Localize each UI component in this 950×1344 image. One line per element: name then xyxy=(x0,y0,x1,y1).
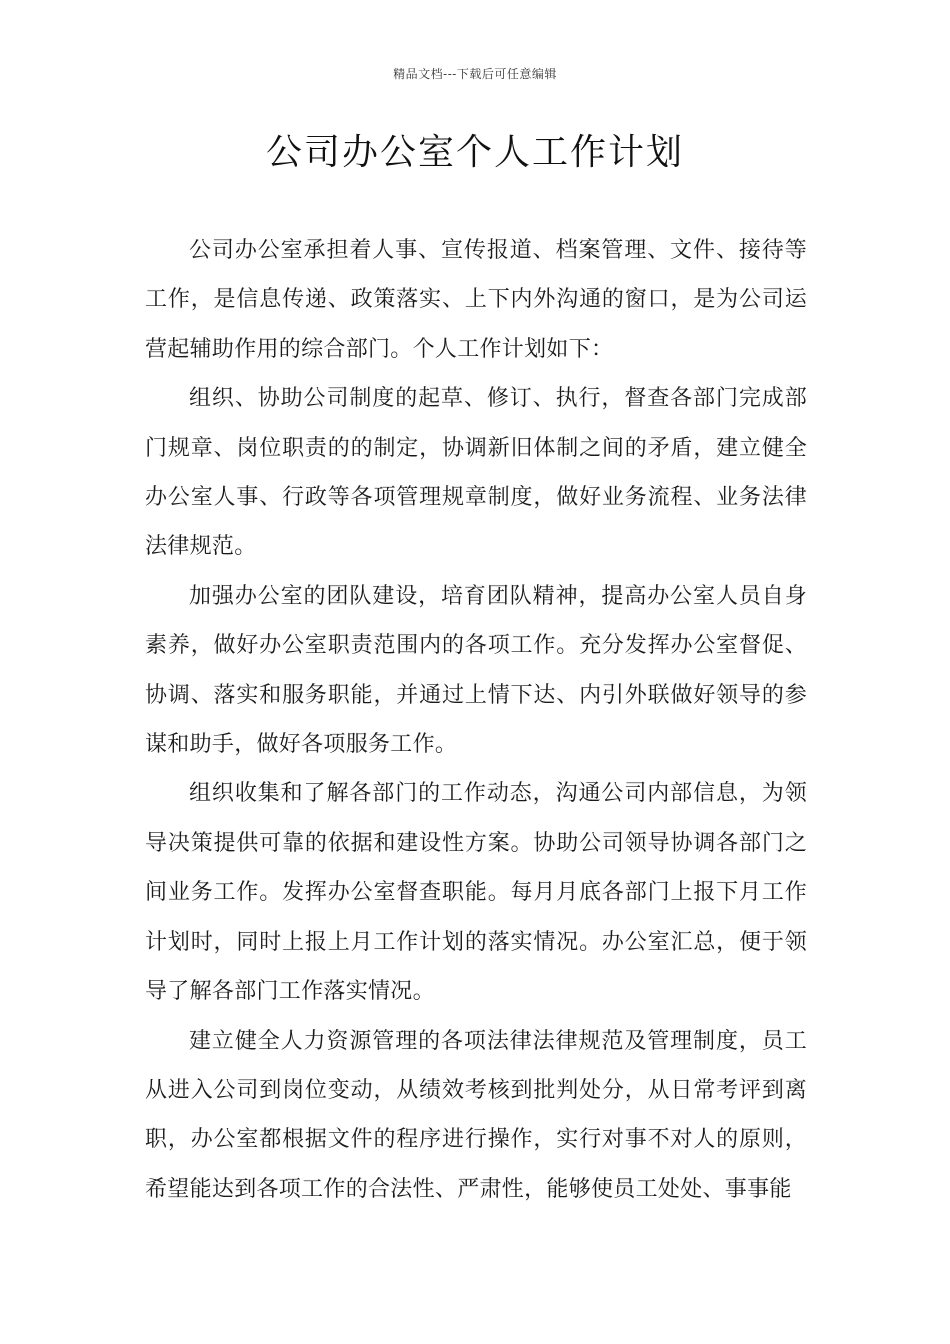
document-title: 公司办公室个人工作计划 xyxy=(265,132,684,173)
document-body xyxy=(145,226,807,1214)
paragraph-3: 加强办公室的团队建设，培育团队精神，提高办公室人员自身素养，做好办公室职责范围内的各项工作。充分发挥办公室督促、协调、落实和服务职能，并通过上情下达、内引外联做好领导的参谋和助手，做好各项服务工作。 xyxy=(145,583,807,758)
header-note: 精品文档---下载后可任意编辑 xyxy=(393,67,557,81)
paragraph-2: 组织、协助公司制度的起草、修订、执行，督查各部门完成部门规章、岗位职责的的制定，协调新旧体制之间的矛盾，建立健全办公室人事、行政等各项管理规章制度，做好业务流程、业务法律法律规范。 xyxy=(145,386,807,560)
paragraph-4: 组织收集和了解各部门的工作动态，沟通公司内部信息，为领导决策提供可靠的依据和建设性方案。协助公司领导协调各部门之间业务工作。发挥办公室督查职能。每月月底各部门上报下月工作计划时，同时上报上月工作计划的落实情况。办公室汇总，便于领导了解各部门工作落实情况。 xyxy=(145,781,807,1005)
paragraph-1: 公司办公室承担着人事、宣传报道、档案管理、文件、接待等工作，是信息传递、政策落实、上下内外沟通的窗口，是为公司运营起辅助作用的综合部门。个人工作计划如下： xyxy=(145,238,807,362)
paragraph-5: 建立健全人力资源管理的各项法律法律规范及管理制度，员工从进入公司到岗位变动，从绩效考核到批判处分，从日常考评到离职，办公室都根据文件的程序进行操作，实行对事不对人的原则，希望能达到各项工作的合法性、严肃性，能够使员工处处、事事能 xyxy=(145,1028,807,1202)
